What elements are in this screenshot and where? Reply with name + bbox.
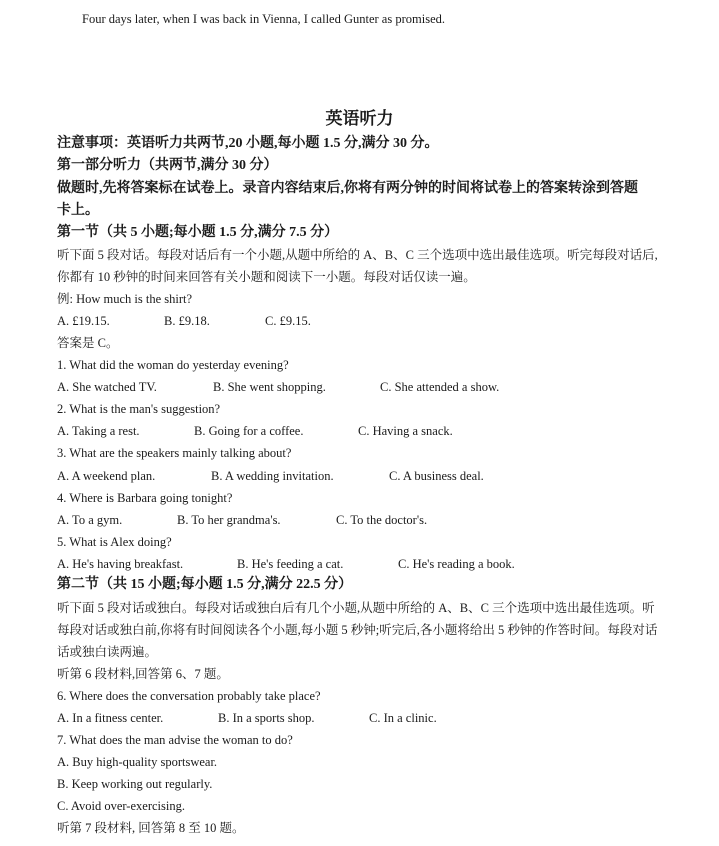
section1-intro-line2: 你都有 10 秒钟的时间来回答有关小题和阅读下一小题。每段对话仅读一遍。: [57, 270, 476, 284]
part1-instruction-line1: 做题时,先将答案标在试卷上。录音内容结束后,你将有两分钟的时间将试卷上的答案转涂到答题: [57, 181, 638, 196]
q5-question: 5. What is Alex doing?: [57, 535, 172, 549]
q4-option-b: B. To her grandma's.: [177, 513, 281, 527]
q4-question: 4. Where is Barbara going tonight?: [57, 491, 233, 505]
q5-option-b: B. He's feeding a cat.: [237, 557, 344, 571]
q7-question: 7. What does the man advise the woman to do?: [57, 733, 293, 747]
q7-option-a: A. Buy high-quality sportswear.: [57, 755, 218, 769]
q3-question: 3. What are the speakers mainly talking about?: [57, 446, 292, 460]
section2-intro-line1: 听下面 5 段对话或独白。每段对话或独白后有几个小题,从题中所给的 A、B、C 三个选项中选出最佳选项。听: [57, 601, 655, 615]
q7-option-b: B. Keep working out regularly.: [57, 777, 213, 791]
section2-heading: 第二节（共 15 小题;每小题 1.5 分,满分 22.5 分）: [57, 577, 353, 592]
example-question: 例: How much is the shirt?: [57, 292, 193, 306]
q1-option-c: C. She attended a show.: [380, 380, 500, 394]
q3-option-c: C. A business deal.: [389, 469, 484, 483]
section2-intro-line2: 每段对话或独白前,你将有时间阅读各个小题,每小题 5 秒钟;听完后,各小题将给出 5 秒钟的作答时间。每段对话: [57, 623, 658, 637]
q2-option-b: B. Going for a coffee.: [194, 424, 304, 438]
q6-question: 6. Where does the conversation probably take place?: [57, 689, 321, 703]
example-option-c: C. £9.15.: [265, 314, 311, 328]
q5-option-a: A. He's having breakfast.: [57, 557, 184, 571]
q4-option-c: C. To the doctor's.: [336, 513, 428, 527]
q4-option-a: A. To a gym.: [57, 513, 123, 527]
q3-option-a: A. A weekend plan.: [57, 469, 156, 483]
material-6-intro: 听第 6 段材料,回答第 6、7 题。: [57, 667, 229, 681]
q6-option-b: B. In a sports shop.: [218, 711, 315, 725]
section1-intro-line1: 听下面 5 段对话。每段对话后有一个小题,从题中所给的 A、B、C 三个选项中选出最佳选项。听完每段对话后,: [57, 248, 658, 262]
q3-option-b: B. A wedding invitation.: [211, 469, 334, 483]
example-option-b: B. £9.18.: [164, 314, 210, 328]
q6-option-a: A. In a fitness center.: [57, 711, 164, 725]
q6-option-c: C. In a clinic.: [369, 711, 437, 725]
q5-option-c: C. He's reading a book.: [398, 557, 515, 571]
material-7-intro: 听第 7 段材料, 回答第 8 至 10 题。: [57, 821, 245, 835]
page-title: 英语听力: [325, 109, 394, 128]
part1-instruction-line2: 卡上。: [57, 203, 99, 218]
example-answer: 答案是 C。: [57, 336, 119, 350]
q2-question: 2. What is the man's suggestion?: [57, 402, 221, 416]
section2-intro-line3: 话或独白读两遍。: [57, 645, 158, 659]
section1-heading: 第一节（共 5 小题;每小题 1.5 分,满分 7.5 分）: [57, 225, 339, 240]
q7-option-c: C. Avoid over-exercising.: [57, 799, 185, 813]
q2-option-c: C. Having a snack.: [358, 424, 453, 438]
q2-option-a: A. Taking a rest.: [57, 424, 140, 438]
part1-heading: 第一部分听力（共两节,满分 30 分）: [57, 158, 278, 173]
q1-option-b: B. She went shopping.: [213, 380, 326, 394]
notice: 注意事项：英语听力共两节,20 小题,每小题 1.5 分,满分 30 分。: [57, 136, 439, 151]
q1-question: 1. What did the woman do yesterday evening?: [57, 358, 289, 372]
top-line: Four days later, when I was back in Vienna, I called Gunter as promised.: [82, 12, 445, 26]
q1-option-a: A. She watched TV.: [57, 380, 157, 394]
example-option-a: A. £19.15.: [57, 314, 110, 328]
